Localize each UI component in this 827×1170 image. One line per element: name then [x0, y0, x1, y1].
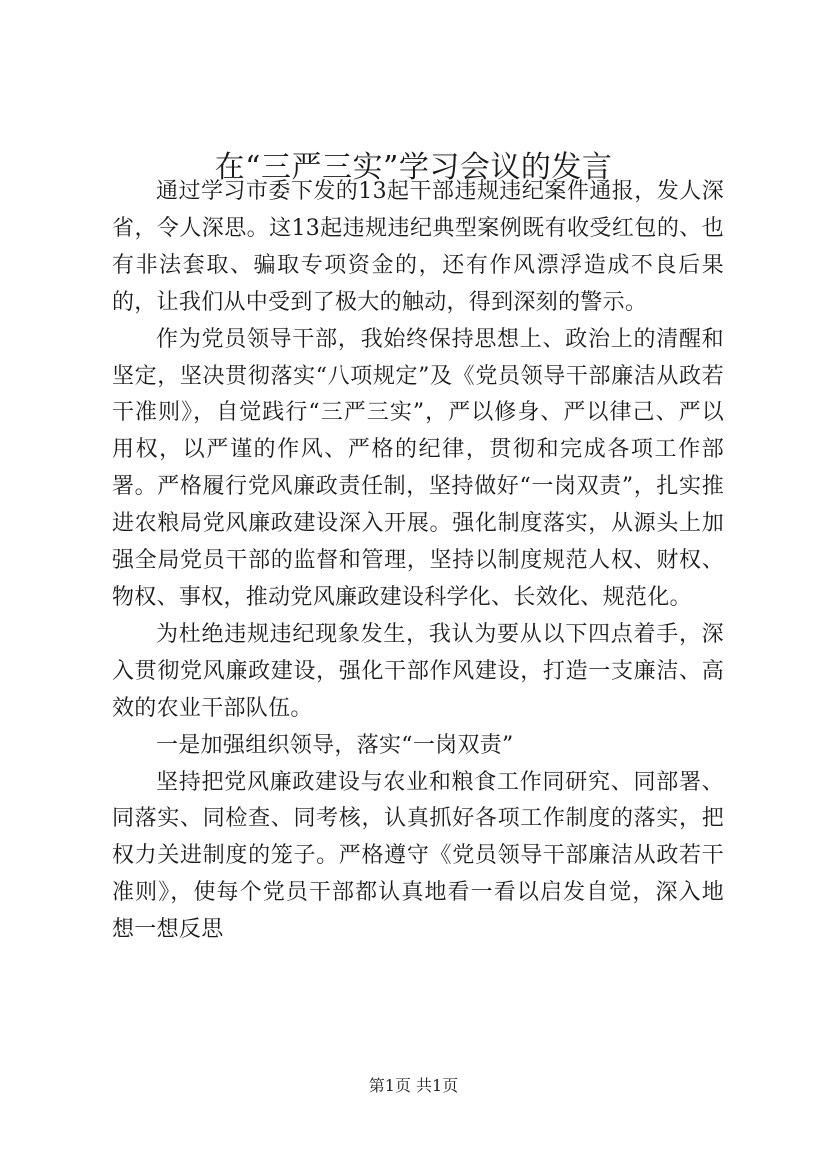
paragraph-1: 通过学习市委下发的13起干部违规违纪案件通报，发人深省，令人深思。这13起违规违纪典型案例既有收受红包的、也有非法套取、骗取专项资金的，还有作风漂浮造成不良后果的，让我们从中受到了极大的触动，得到深刻的警示。	[112, 179, 724, 315]
section-paragraph: 坚持把党风廉政建设与农业和粮食工作同研究、同部署、同落实、同检查、同考核，认真抓好各项工作制度的落实，把权力关进制度的笼子。严格遵守《党员领导干部廉洁从政若干准则》，使每个党员干部都认真地看一看以启发自觉，深入地想一想反思	[112, 769, 724, 943]
paragraph-2: 作为党员领导干部，我始终保持思想上、政治上的清醒和坚定，坚决贯彻落实“八项规定”及《党员领导干部廉洁从政若干准则》，自觉践行“三严三实”，严以修身、严以律己、严以用权，以严谨的作风、严格的纪律，贯彻和完成各项工作部署。严格履行党风廉政责任制，坚持做好“一岗双责”，扎实推进农粮局党风廉政建设深入开展。强化制度落实，从源头上加强全局党员干部的监督和管理，坚持以制度规范人权、财权、物权、事权，推动党风廉政建设科学化、长效化、规范化。	[112, 326, 724, 610]
document-body	[112, 174, 724, 949]
section-heading: 一是加强组织领导，落实“一岗双责”	[156, 732, 514, 758]
page-footer: 第1页 共1页	[368, 1076, 459, 1095]
document-title: 在“三严三实”学习会议的发言	[214, 150, 613, 185]
paragraph-3: 为杜绝违规违纪现象发生，我认为要从以下四点着手，深入贯彻党风廉政建设，强化干部作风建设，打造一支廉洁、高效的农业干部队伍。	[112, 621, 724, 721]
